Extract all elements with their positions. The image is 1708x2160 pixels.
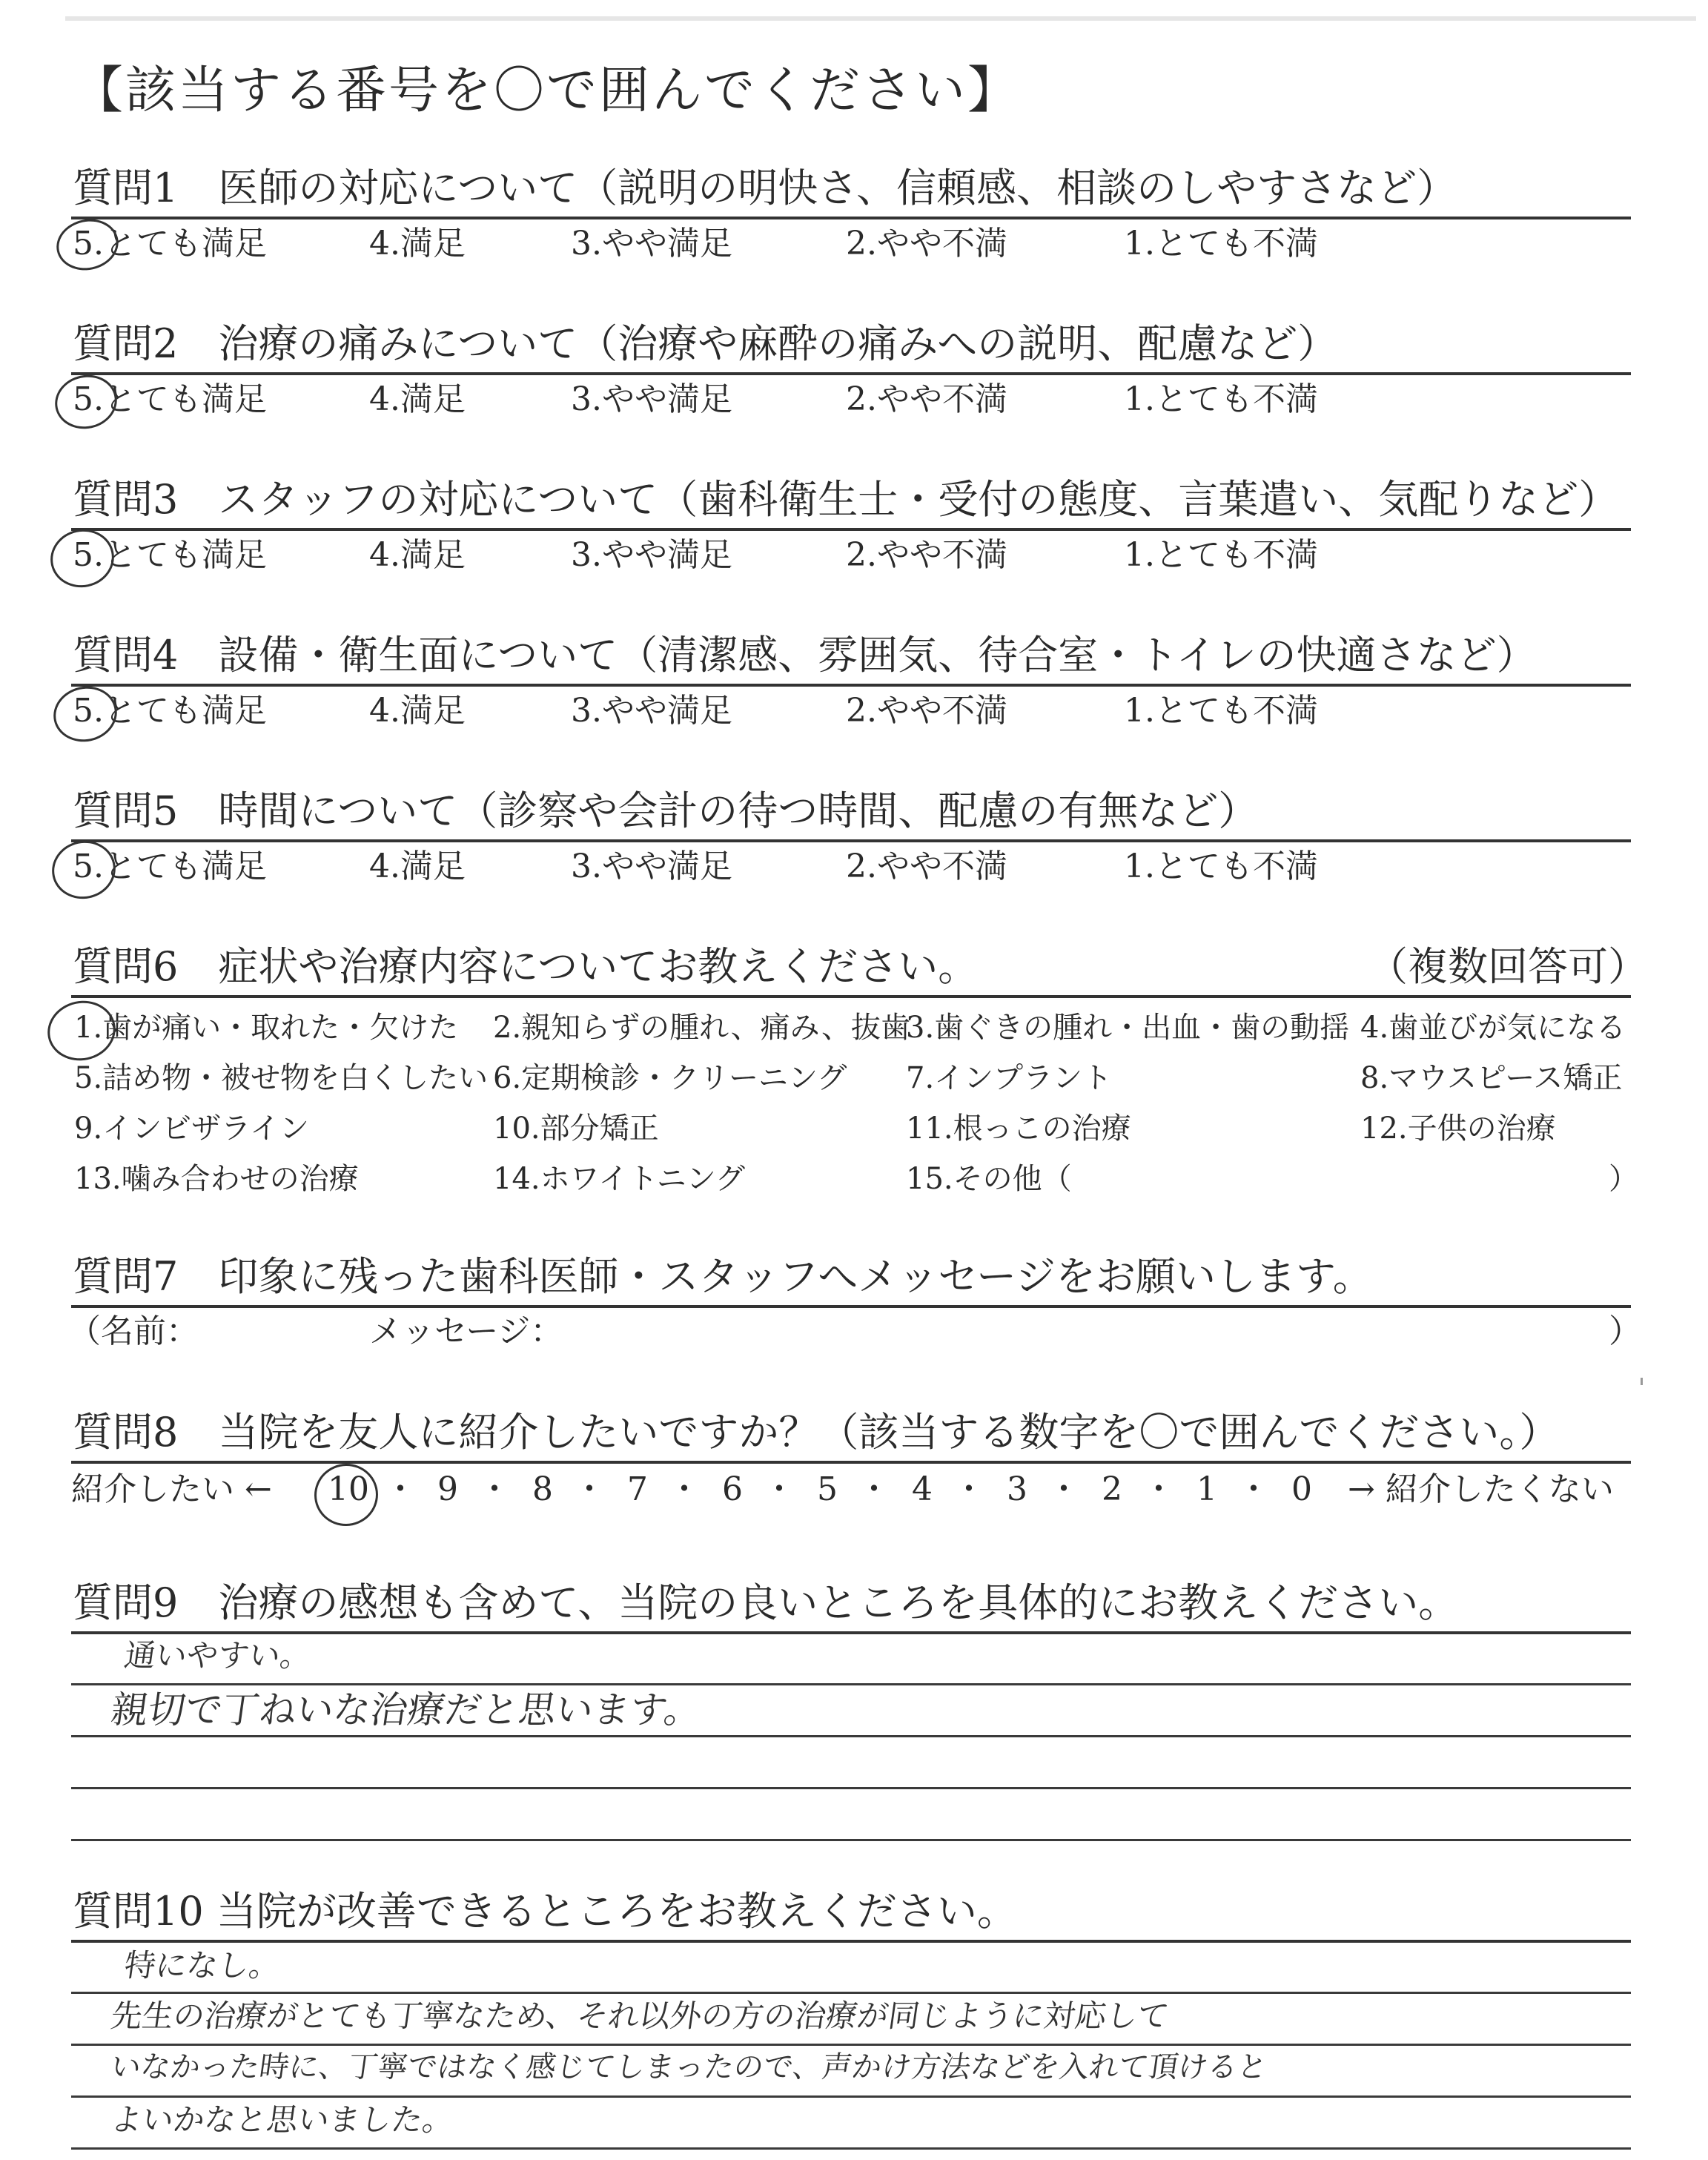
- option-1[interactable]: 1.とても不満: [1124, 380, 1318, 418]
- divider: [71, 1631, 1631, 1634]
- option-1[interactable]: 1.とても不満: [1124, 692, 1318, 730]
- scale-dot: ・: [1142, 1470, 1175, 1508]
- scale-dot: ・: [953, 1470, 985, 1508]
- scale-dot: ・: [763, 1470, 795, 1508]
- option-2[interactable]: 2.やや不満: [846, 848, 1007, 885]
- option-4[interactable]: 4.満足: [369, 536, 466, 574]
- question-title: 質問1 医師の対応について（説明の明快さ、信頼感、相談のしやすさなど）: [73, 165, 1457, 211]
- option-12[interactable]: 12.子供の治療: [1360, 1112, 1556, 1146]
- divider: [71, 1305, 1631, 1308]
- answer-line: [71, 1683, 1631, 1685]
- selection-circle: [308, 1458, 384, 1532]
- option-3[interactable]: 3.やや満足: [571, 692, 732, 730]
- answer-line: [71, 1992, 1631, 1994]
- scale-right-label: → 紹介したくない: [1348, 1470, 1614, 1508]
- selection-circle: [52, 214, 123, 276]
- option-4[interactable]: 4.満足: [369, 225, 466, 262]
- option-1[interactable]: 1.とても不満: [1124, 536, 1318, 574]
- option-3[interactable]: 3.やや満足: [571, 848, 732, 885]
- option-3[interactable]: 3.歯ぐきの腫れ・出血・歯の動揺: [906, 1011, 1350, 1045]
- scale-3[interactable]: 3: [1007, 1470, 1027, 1508]
- selection-circle: [50, 369, 122, 435]
- option-2[interactable]: 2.親知らずの腫れ、痛み、抜歯: [493, 1011, 910, 1045]
- handwritten-answer-line: 通いやすい。: [122, 1637, 314, 1674]
- divider: [71, 1461, 1631, 1464]
- question-title: 質問10 当院が改善できるところをお教えください。: [73, 1888, 1017, 1935]
- option-6[interactable]: 6.定期検診・クリーニング: [493, 1061, 847, 1095]
- option-5[interactable]: 5.とても満足: [73, 848, 267, 885]
- option-1[interactable]: 1.とても不満: [1124, 848, 1318, 885]
- scale-5[interactable]: 5: [817, 1470, 838, 1508]
- option-8[interactable]: 8.マウスピース矯正: [1360, 1061, 1623, 1095]
- scale-0[interactable]: 0: [1291, 1470, 1312, 1508]
- scale-dot: ・: [573, 1470, 606, 1508]
- option-4[interactable]: 4.満足: [369, 848, 466, 885]
- question-title: 質問2 治療の痛みについて（治療や麻酔の痛みへの説明、配慮など）: [73, 320, 1338, 367]
- answer-line: [71, 2147, 1631, 2150]
- selection-circle: [42, 994, 122, 1066]
- stray-mark: [1641, 1378, 1643, 1385]
- option-11[interactable]: 11.根っこの治療: [906, 1112, 1131, 1146]
- option-14[interactable]: 14.ホワイトニング: [493, 1162, 746, 1196]
- option-5[interactable]: 5.とても満足: [73, 536, 267, 574]
- divider: [71, 528, 1631, 531]
- question-title: 質問9 治療の感想も含めて、当院の良いところを具体的にお教えください。: [73, 1579, 1459, 1626]
- top-border: [65, 16, 1696, 21]
- scale-10[interactable]: 10: [328, 1470, 369, 1508]
- option-2[interactable]: 2.やや不満: [846, 380, 1007, 418]
- message-label: メッセージ：: [369, 1312, 563, 1350]
- page-heading: 【該当する番号を〇で囲んでください】: [73, 62, 1021, 120]
- scale-4[interactable]: 4: [912, 1470, 933, 1508]
- scale-9[interactable]: 9: [437, 1470, 458, 1508]
- scale-dot: ・: [1047, 1470, 1080, 1508]
- question-title: 質問6 症状や治療内容についてお教えください。: [73, 943, 979, 990]
- selection-circle: [48, 681, 122, 747]
- option-4[interactable]: 4.歯並びが気になる: [1360, 1011, 1626, 1045]
- scale-dot: ・: [384, 1470, 417, 1508]
- scale-dot: ・: [1237, 1470, 1270, 1508]
- name-label: （名前：: [68, 1312, 199, 1350]
- scale-dot: ・: [858, 1470, 890, 1508]
- multiple-answer-note: （複数回答可）: [1368, 943, 1648, 990]
- option-5[interactable]: 5.詰め物・被せ物を白くしたい: [74, 1061, 489, 1095]
- question-title: 質問4 設備・衛生面について（清潔感、雰囲気、待合室・トイレの快適さなど）: [73, 632, 1537, 678]
- scale-2[interactable]: 2: [1102, 1470, 1122, 1508]
- option-4[interactable]: 4.満足: [369, 692, 466, 730]
- scale-dot: ・: [668, 1470, 701, 1508]
- option-4[interactable]: 4.満足: [369, 380, 466, 418]
- answer-line: [71, 2044, 1631, 2046]
- divider: [71, 372, 1631, 375]
- divider: [71, 995, 1631, 998]
- question-title: 質問7 印象に残った歯科医師・スタッフへメッセージをお願いします。: [73, 1253, 1373, 1300]
- question-title: 質問3 スタッフの対応について（歯科衛生士・受付の態度、言葉遣い、気配りなど）: [73, 476, 1619, 523]
- option-3[interactable]: 3.やや満足: [571, 225, 732, 262]
- divider: [71, 1940, 1631, 1943]
- option-3[interactable]: 3.やや満足: [571, 536, 732, 574]
- option-5[interactable]: 5.とても満足: [73, 225, 267, 262]
- handwritten-answer-line: 先生の治療がとても丁寧なため、それ以外の方の治療が同じように対応して: [108, 1998, 1171, 2034]
- option-2[interactable]: 2.やや不満: [846, 692, 1007, 730]
- selection-circle: [47, 835, 121, 905]
- divider: [71, 839, 1631, 842]
- option-3[interactable]: 3.やや満足: [571, 380, 732, 418]
- option-1[interactable]: 1.とても不満: [1124, 225, 1318, 262]
- handwritten-answer-line: 親切で丁ねいな治療だと思います。: [107, 1688, 705, 1731]
- divider: [71, 217, 1631, 219]
- option-2[interactable]: 2.やや不満: [846, 536, 1007, 574]
- option-5[interactable]: 5.とても満足: [73, 692, 267, 730]
- selection-circle: [45, 524, 119, 593]
- scale-left-label: 紹介したい ←: [71, 1470, 272, 1508]
- option-9[interactable]: 9.インビザライン: [74, 1112, 309, 1146]
- option-15-close: ）: [1609, 1162, 1638, 1196]
- option-13[interactable]: 13.噛み合わせの治療: [74, 1162, 359, 1196]
- answer-line: [71, 1787, 1631, 1789]
- close-paren: ）: [1609, 1312, 1641, 1350]
- option-5[interactable]: 5.とても満足: [73, 380, 267, 418]
- question-title: 質問8 当院を友人に紹介したいですか？（該当する数字を〇で囲んでください。）: [73, 1409, 1560, 1456]
- answer-line: [71, 1839, 1631, 1841]
- scale-8[interactable]: 8: [532, 1470, 553, 1508]
- scale-dot: ・: [478, 1470, 511, 1508]
- scale-7[interactable]: 7: [627, 1470, 648, 1508]
- scale-6[interactable]: 6: [722, 1470, 743, 1508]
- option-7[interactable]: 7.インプラント: [906, 1061, 1113, 1095]
- option-2[interactable]: 2.やや不満: [846, 225, 1007, 262]
- answer-line: [71, 2095, 1631, 2098]
- divider: [71, 684, 1631, 687]
- option-1[interactable]: 1.歯が痛い・取れた・欠けた: [74, 1011, 459, 1045]
- scale-1[interactable]: 1: [1196, 1470, 1217, 1508]
- option-15[interactable]: 15.その他（: [906, 1162, 1072, 1196]
- handwritten-answer-line: 特になし。: [122, 1947, 283, 1984]
- option-10[interactable]: 10.部分矯正: [493, 1112, 659, 1146]
- question-title: 質問5 時間について（診察や会計の待つ時間、配慮の有無など）: [73, 787, 1259, 834]
- handwritten-answer-line: いなかった時に、丁寧ではなく感じてしまったので、声かけ方法などを入れて頂けると: [108, 2050, 1270, 2084]
- answer-line: [71, 1735, 1631, 1737]
- handwritten-answer-line: よいかなと思いました。: [108, 2101, 457, 2138]
